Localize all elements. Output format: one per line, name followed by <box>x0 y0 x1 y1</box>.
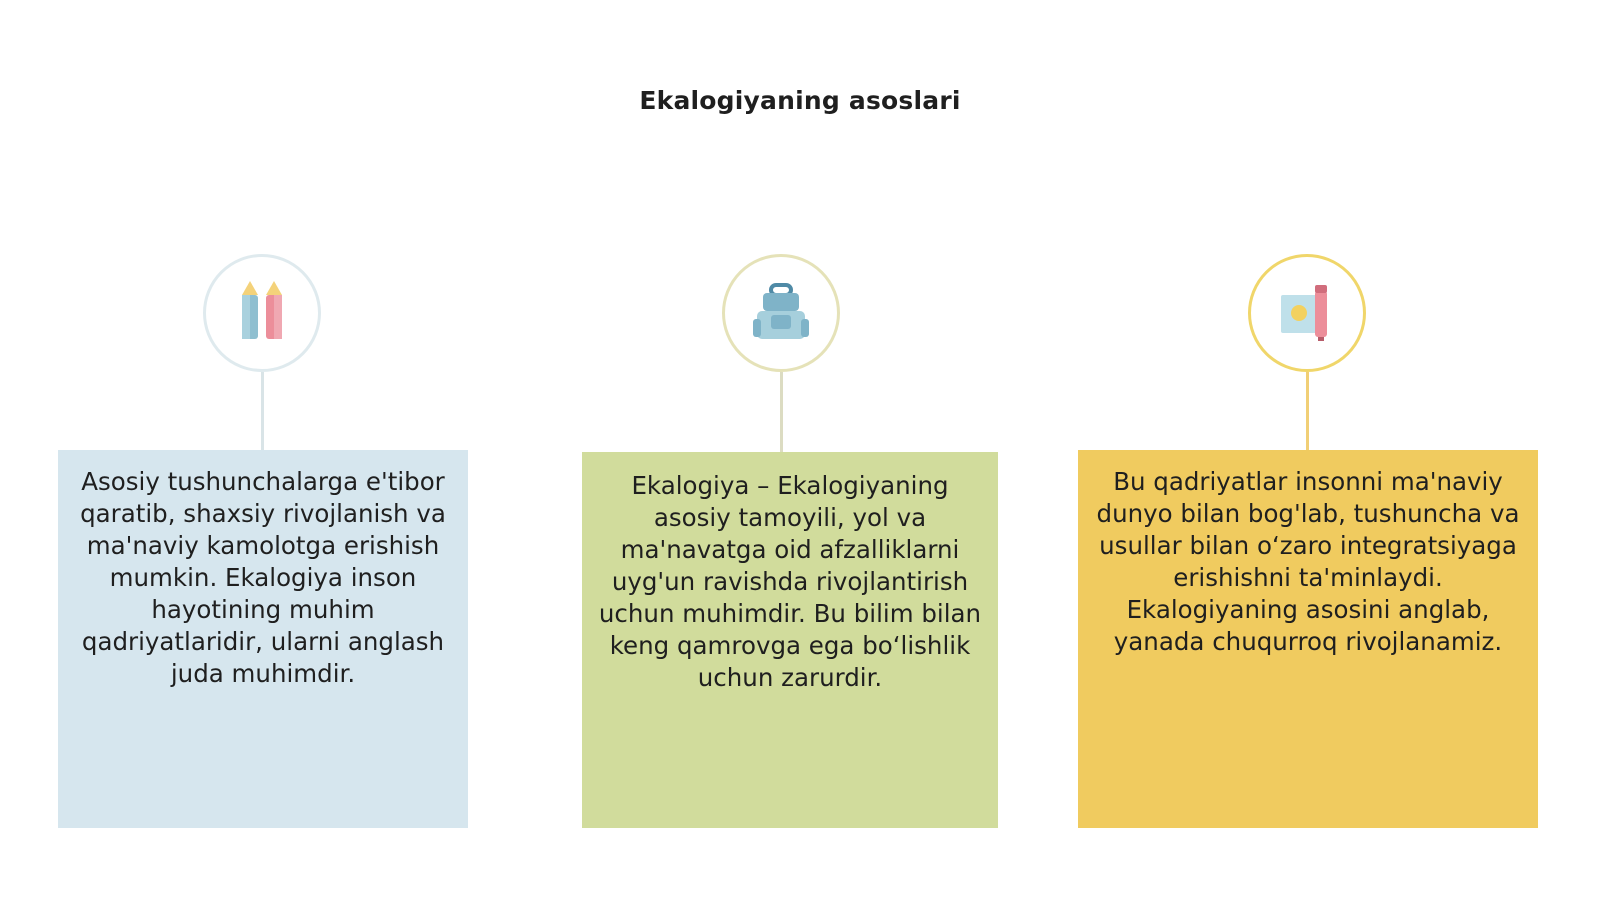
icon-circle-1 <box>203 254 321 372</box>
picture-pencil-icon <box>1277 283 1337 343</box>
page-title: Ekalogiyaning asoslari <box>639 86 961 115</box>
column-1 <box>58 0 468 900</box>
pencils-icon <box>234 281 290 345</box>
backpack-icon <box>751 283 811 343</box>
connector-2 <box>780 372 783 452</box>
connector-1 <box>261 372 264 450</box>
card-1: Asosiy tushunchalarga e'tibor qaratib, shaxsiy rivojlanish va ma'naviy kamolotga erishish mumkin. Ekalogiya inson hayotining muhim qadriyatlaridir, ularni anglash juda muhimdir. <box>58 450 468 828</box>
column-3 <box>1078 0 1538 900</box>
connector-3 <box>1306 372 1309 450</box>
column-2 <box>582 0 998 900</box>
icon-circle-2 <box>722 254 840 372</box>
card-2: Ekalogiya – Ekalogiyaning asosiy tamoyili, yol va ma'navatga oid afzalliklarni uyg'un ravishda rivojlantirish uchun muhimdir. Bu bilim bilan keng qamrovga ega bo‘lishlik uchun zarurdir. <box>582 452 998 828</box>
icon-circle-3 <box>1248 254 1366 372</box>
card-3: Bu qadriyatlar insonni ma'naviy dunyo bilan bog'lab, tushuncha va usullar bilan o‘zaro integratsiyaga erishishni ta'minlaydi. Ekalogiyaning asosini anglab, yanada chuqurroq rivojlanamiz. <box>1078 450 1538 828</box>
